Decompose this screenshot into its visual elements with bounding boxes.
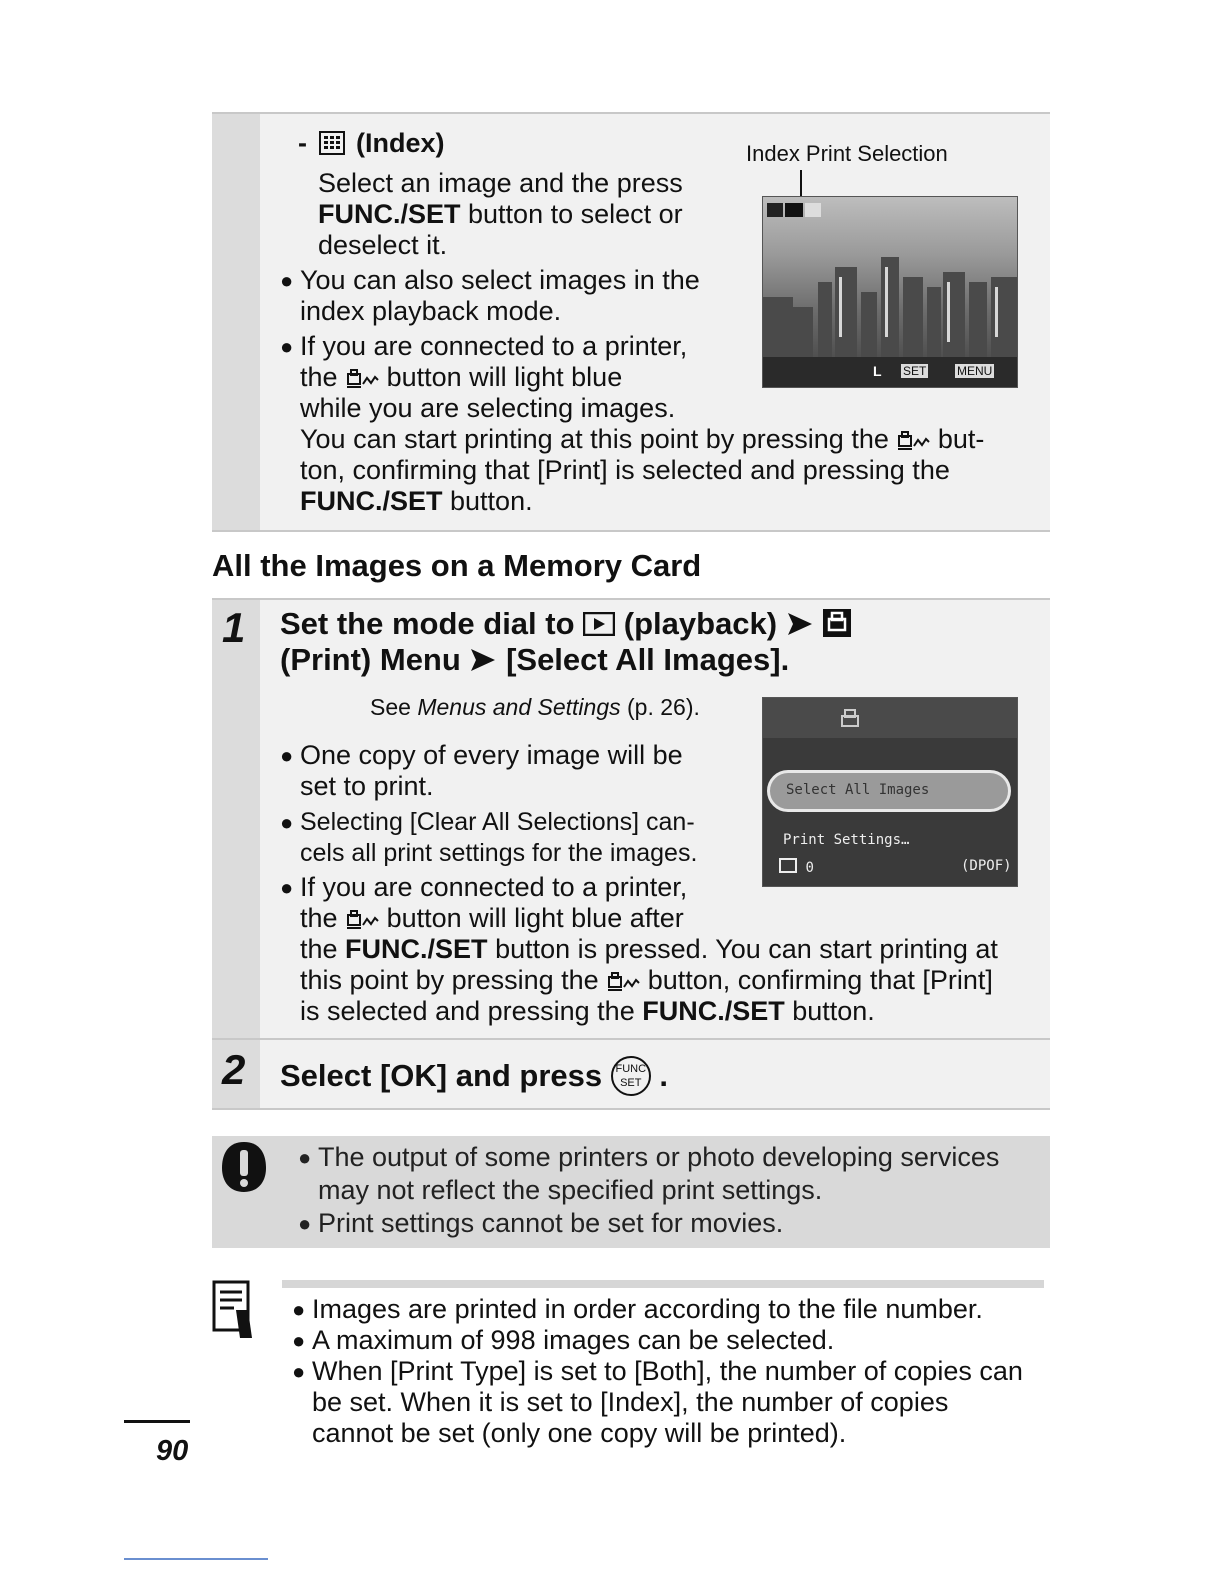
menu-dpof: (DPOF): [961, 858, 1012, 874]
menu-image-count: 0: [779, 858, 814, 876]
page-number-rule: [124, 1420, 190, 1423]
step1-bullet-one-copy: ● One copy of every image will be: [300, 740, 683, 771]
step1-bullet-clear-all: ● Selecting [Clear All Selections] can-: [300, 807, 695, 838]
page-number: 90: [156, 1435, 189, 1467]
note-line-1: ● Images are printed in order according to the file number.: [312, 1294, 983, 1325]
step1-top-rule: [212, 598, 1050, 600]
bottom-edge-rule: [124, 1558, 268, 1560]
notes-top-rule: [282, 1280, 1044, 1288]
arrow-icon: [786, 611, 814, 637]
step1-title-line-2: (Print) Menu [Select All Images].: [280, 642, 790, 677]
index-text-line-2: FUNC./SET button to select or: [318, 199, 683, 229]
func-set-button-icon: FUNC SET: [611, 1056, 651, 1096]
bullet-index-playback-cont: index playback mode.: [300, 296, 562, 326]
print-tab-icon: [839, 708, 863, 730]
print-share-icon: [345, 909, 379, 931]
index-text-line-3: deselect it.: [318, 230, 448, 260]
note-line-4: be set. When it is set to [Index], the number of copies: [312, 1387, 949, 1417]
playback-icon: [583, 612, 615, 636]
menu-print-settings[interactable]: Print Settings…: [783, 832, 910, 848]
screen-menu-badge: MENU: [957, 364, 993, 378]
index-heading: - (Index): [298, 128, 445, 158]
step1-title-line-1: Set the mode dial to (playback): [280, 606, 852, 642]
bullet-index-playback: ● You can also select images in the: [300, 265, 700, 296]
step1-bullet-printer-line-4: this point by pressing the button, confirming that [Print]: [300, 965, 993, 995]
screen-set-badge: SET: [903, 364, 927, 378]
index-text-line-1: Select an image and the press: [318, 168, 683, 198]
note-line-3: ● When [Print Type] is set to [Both], the number of copies can: [312, 1356, 1023, 1387]
arrow-icon: [469, 647, 497, 673]
note-line-5: cannot be set (only one copy will be printed).: [312, 1418, 847, 1448]
menu-tab-bar: [763, 698, 1017, 738]
bullet-printer-line-4: You can start printing at this point by pressing the but-: [300, 424, 985, 454]
print-menu-screen: [762, 697, 1018, 887]
bullet-printer-line-6: FUNC./SET button.: [300, 486, 533, 516]
step1-bullet-printer-line-2: the button will light blue after: [300, 903, 684, 933]
top-section-bottom-rule: [212, 530, 1050, 532]
step2-title: Select [OK] and press FUNC SET .: [280, 1056, 668, 1096]
print-menu-icon: [822, 608, 852, 638]
caution-line-2: may not reflect the specified print settings.: [318, 1175, 823, 1205]
step1-side-bar: [212, 598, 260, 1038]
top-section-side-bar: [212, 112, 260, 532]
print-count-icon: [779, 858, 797, 873]
bullet-printer-line-5: ton, confirming that [Print] is selected and pressing the: [300, 455, 950, 485]
memo-icon: [212, 1280, 258, 1338]
menu-selected-label: Select All Images: [786, 782, 930, 798]
screen-size-indicator: L: [873, 363, 882, 379]
bullet-printer-line-3: while you are selecting images.: [300, 393, 676, 423]
menu-selected-item[interactable]: [767, 770, 1011, 812]
bullet-printer-line-2: the button will light blue: [300, 362, 623, 392]
caution-icon: [220, 1140, 268, 1196]
print-share-icon: [345, 368, 379, 390]
print-share-icon: [606, 971, 640, 993]
print-share-icon: [896, 430, 930, 452]
note-line-2: ● A maximum of 998 images can be selected.: [312, 1325, 834, 1356]
screen-label: Index Print Selection: [746, 141, 948, 166]
city-skyline-image: [763, 197, 1017, 387]
section-title: All the Images on a Memory Card: [212, 548, 702, 583]
step1-bullet-one-copy-cont: set to print.: [300, 771, 434, 801]
step2-bottom-rule: [212, 1108, 1050, 1110]
index-print-screen: [762, 196, 1018, 388]
caution-line-1: ● The output of some printers or photo developing services: [318, 1142, 999, 1173]
index-grid-icon: [319, 131, 345, 155]
step1-bullet-printer-line-3: the FUNC./SET button is pressed. You can start printing at: [300, 934, 998, 964]
top-section-top-rule: [212, 112, 1050, 114]
step1-bullet-printer-line-5: is selected and pressing the FUNC./SET button.: [300, 996, 875, 1026]
bullet-printer-connected: ● If you are connected to a printer,: [300, 331, 687, 362]
step1-number: 1: [222, 604, 246, 651]
step2-number: 2: [222, 1046, 246, 1093]
step1-bullet-clear-all-cont: cels all print settings for the images.: [300, 839, 698, 867]
step1-bullet-printer: ● If you are connected to a printer,: [300, 872, 687, 903]
caution-line-3: ● Print settings cannot be set for movies.: [318, 1208, 783, 1239]
see-menus-reference: See Menus and Settings (p. 26).: [370, 694, 700, 720]
